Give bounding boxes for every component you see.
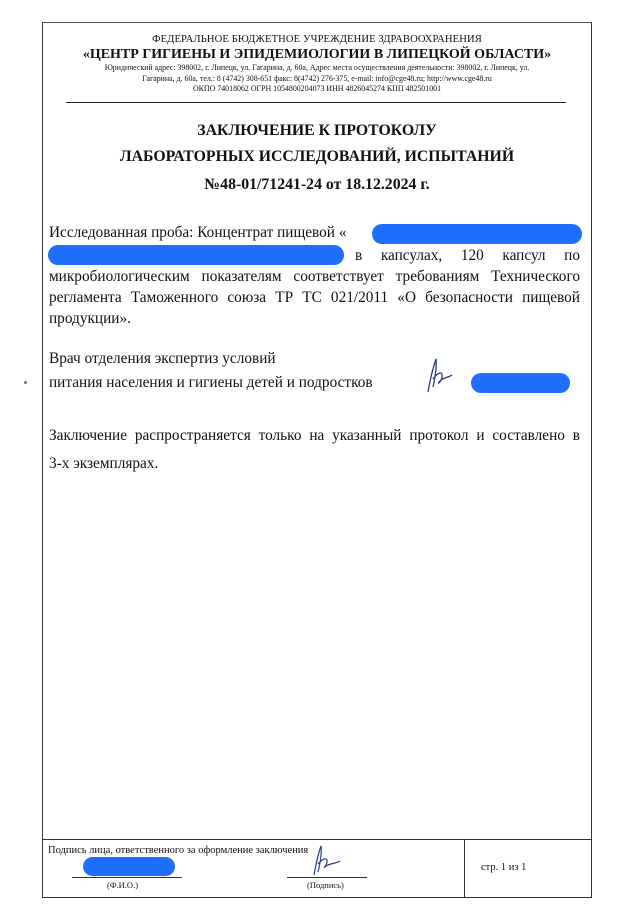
redacted-product-name	[372, 224, 582, 244]
sample-line-3: микробиологическим показателям соответствует требованиям Технического	[49, 268, 580, 285]
redacted-doctor-name	[471, 373, 570, 393]
redacted-responsible-name	[83, 857, 175, 876]
doctor-title-line-1: Врач отделения экспертиз условий	[49, 350, 276, 367]
fio-label: (Ф.И.О.)	[107, 880, 139, 890]
sample-line-2: в капсулах, 120 капсул по	[355, 247, 580, 264]
sample-line-1: Исследованная проба: Концентрат пищевой «	[49, 224, 347, 241]
doc-title-line-2: ЛАБОРАТОРНЫХ ИССЛЕДОВАНИЙ, ИСПЫТАНИЙ	[119, 148, 515, 165]
fio-line	[72, 877, 182, 878]
responsible-label: Подпись лица, ответственного за оформление заключения	[48, 845, 309, 856]
sample-line-5: продукции».	[49, 310, 131, 327]
address-line-2: Гагарина, д. 60а, тел.: 8 (4742) 308-651 факс: 8(4742) 276-375, e-mail: info@cge48.ru; http://www.cge48.ru	[142, 73, 492, 83]
doc-number: №48-01/71241-24 от 18.12.2024 г.	[204, 176, 430, 193]
footer-divider	[464, 839, 465, 898]
page-number: стр. 1 из 1	[481, 862, 527, 873]
header-divider	[66, 102, 566, 103]
scope-note-line-2: 3-х экземплярах.	[49, 455, 159, 472]
signature-line	[287, 877, 367, 878]
doc-title-line-1: ЗАКЛЮЧЕНИЕ К ПРОТОКОЛУ	[197, 122, 437, 139]
doctor-title-line-2: питания населения и гигиены детей и подростков	[49, 374, 373, 391]
registry-codes: ОКПО 74018062 ОГРН 1054800204073 ИНН 4826045274 КПП 482501001	[192, 84, 442, 94]
sample-line-4: регламента Таможенного союза ТР ТС 021/2011 «О безопасности пищевой	[49, 289, 580, 306]
scan-speck	[24, 381, 27, 384]
address-line-1: Юридический адрес: 398002, г. Липецк, ул. Гагарина, д. 60а, Адрес места осуществления деятельности: 398002, г. Липецк, ул.	[104, 63, 530, 72]
responsible-signature	[304, 842, 348, 878]
signature-label: (Подпись)	[307, 880, 344, 890]
letterhead	[42, 33, 592, 95]
org-type-line: ФЕДЕРАЛЬНОЕ БЮДЖЕТНОЕ УЧРЕЖДЕНИЕ ЗДРАВООХРАНЕНИЯ	[152, 34, 482, 45]
doctor-signature	[420, 354, 460, 396]
redacted-product-name-cont	[48, 245, 344, 265]
org-name: «ЦЕНТР ГИГИЕНЫ И ЭПИДЕМИОЛОГИИ В ЛИПЕЦКОЙ ОБЛАСТИ»	[82, 47, 552, 62]
scope-note-line-1: Заключение распространяется только на указанный протокол и составлено в	[49, 427, 580, 444]
